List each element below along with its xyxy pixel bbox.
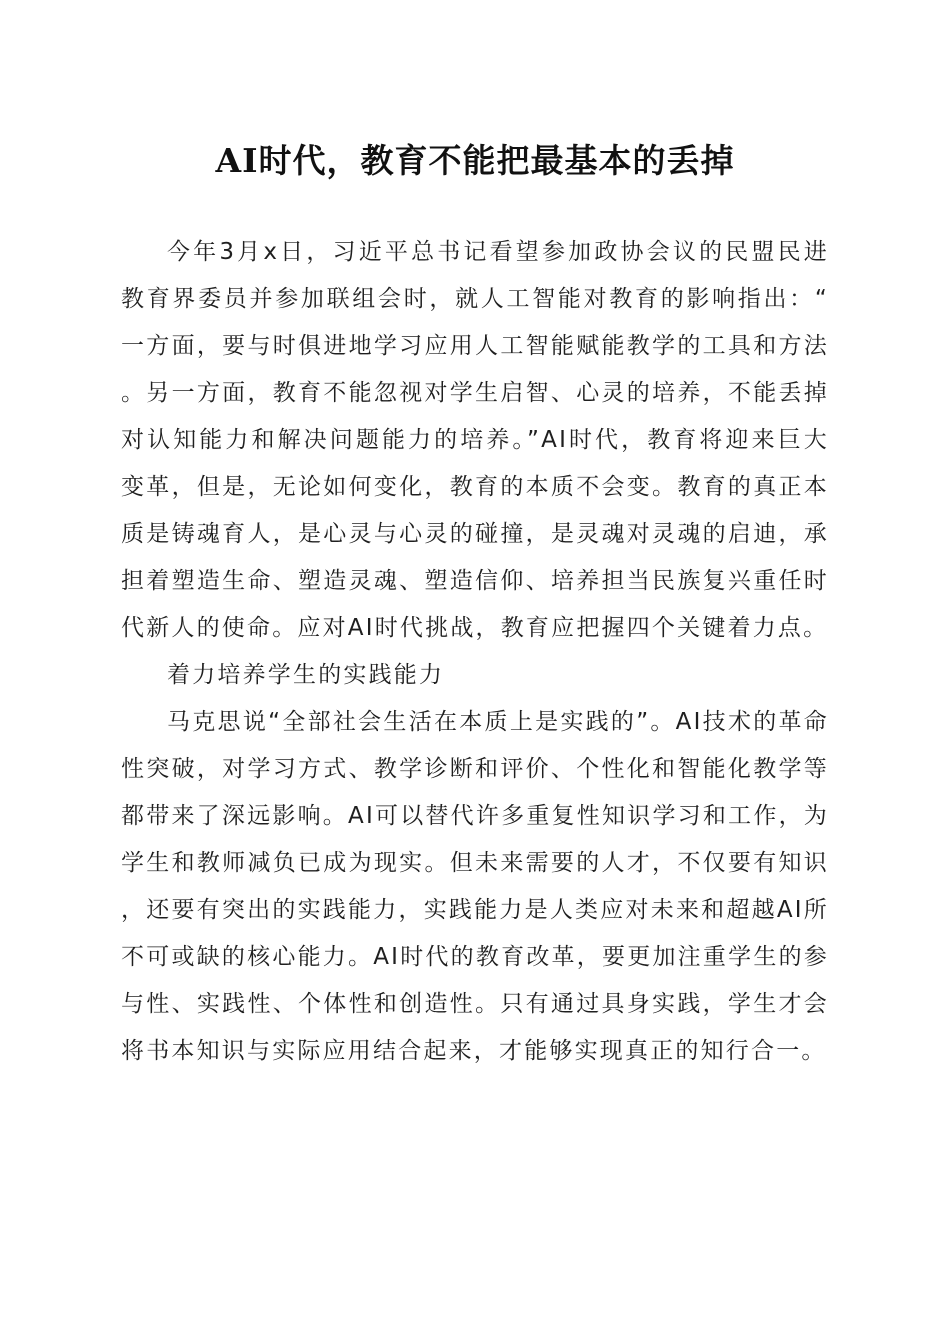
document-body: [121, 229, 829, 1075]
document-title: AI时代，教育不能把最基本的丢掉: [215, 141, 735, 180]
intro-paragraph: 今年3月x日，习近平总书记看望参加政协会议的民盟民进教育界委员并参加联组会时，就人工智能对教育的影响指出：“一方面，要与时俱进地学习应用人工智能赋能教学的工具和方法。另一方面，教育不能忽视对学生启智、心灵的培养，不能丢掉对认知能力和解决问题能力的培养。”AI时代，教育将迎来巨大变革，但是，无论如何变化，教育的本质不会变。教育的真正本质是铸魂育人，是心灵与心灵的碰撞，是灵魂对灵魂的启迪，承担着塑造生命、塑造灵魂、塑造信仰、培养担当民族复兴重任时代新人的使命。应对AI时代挑战，教育应把握四个关键着力点。: [121, 239, 829, 641]
section-paragraph: 马克思说“全部社会生活在本质上是实践的”。AI技术的革命性突破，对学习方式、教学诊断和评价、个性化和智能化教学等都带来了深远影响。AI可以替代许多重复性知识学习和工作，为学生和教师减负已成为现实。但未来需要的人才，不仅要有知识，还要有突出的实践能力，实践能力是人类应对未来和超越AI所不可或缺的核心能力。AI时代的教育改革，要更加注重学生的参与性、实践性、个体性和创造性。只有通过具身实践，学生才会将书本知识与实际应用结合起来，才能够实现真正的知行合一。: [121, 709, 829, 1064]
section-heading: 着力培养学生的实践能力: [167, 662, 445, 688]
